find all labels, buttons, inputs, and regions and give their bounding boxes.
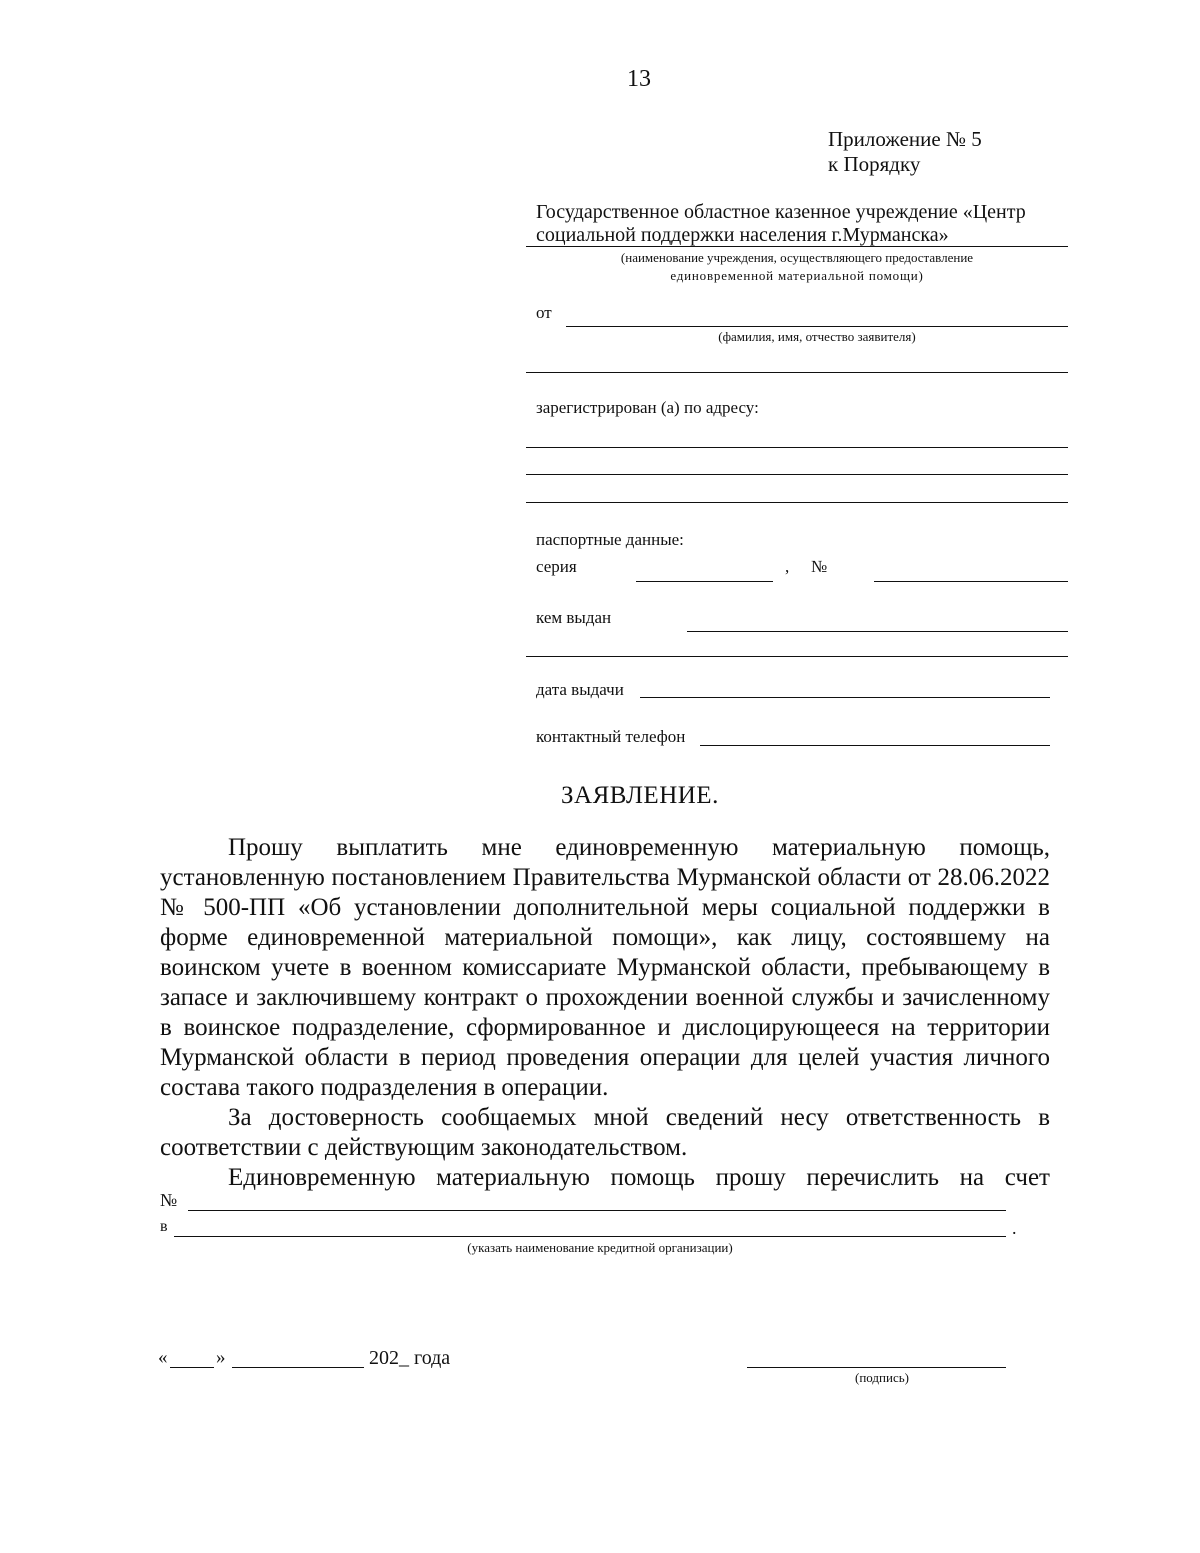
signature-field[interactable] bbox=[747, 1367, 1006, 1368]
statement-title: ЗАЯВЛЕНИЕ. bbox=[561, 782, 719, 809]
bank-label: в bbox=[160, 1218, 168, 1235]
statement-paragraph-2: За достоверность сообщаемых мной сведений несу ответственность в соответствии с действующим законодательством. bbox=[160, 1104, 1050, 1161]
address-field-1[interactable] bbox=[526, 447, 1068, 448]
account-number-field[interactable] bbox=[188, 1210, 1006, 1211]
signature-caption: (подпись) bbox=[855, 1370, 909, 1385]
address-field-2[interactable] bbox=[526, 474, 1068, 475]
passport-number-field[interactable] bbox=[874, 581, 1068, 582]
date-day-field[interactable] bbox=[170, 1367, 214, 1368]
date-quote-open: « bbox=[158, 1347, 168, 1368]
bank-caption: (указать наименование кредитной организации) bbox=[467, 1240, 733, 1255]
page-number: 13 bbox=[627, 66, 651, 92]
date-year-text: 202_ года bbox=[369, 1347, 451, 1369]
statement-paragraph-3: Единовременную материальную помощь прошу перечислить на счет bbox=[228, 1164, 1050, 1191]
institution-line-1: Государственное областное казенное учреждение «Центр bbox=[536, 201, 1026, 223]
address-label: зарегистрирован (а) по адресу: bbox=[536, 398, 759, 417]
issue-date-field[interactable] bbox=[640, 697, 1050, 698]
bank-end-dot: . bbox=[1012, 1218, 1017, 1238]
date-month-field[interactable] bbox=[232, 1367, 364, 1368]
institution-caption-1: (наименование учреждения, осуществляющего предоставление bbox=[620, 250, 974, 265]
issued-by-field-2[interactable] bbox=[526, 656, 1068, 657]
institution-underline bbox=[526, 246, 1068, 247]
series-comma: , bbox=[785, 557, 790, 576]
institution-line-2: социальной поддержки населения г.Мурманска» bbox=[536, 224, 949, 246]
date-quote-close: » bbox=[216, 1347, 226, 1368]
bank-field[interactable] bbox=[174, 1236, 1006, 1237]
applicant-name-caption: (фамилия, имя, отчество заявителя) bbox=[718, 329, 916, 344]
passport-label: паспортные данные: bbox=[536, 530, 684, 549]
passport-number-label: № bbox=[811, 557, 828, 576]
series-field[interactable] bbox=[636, 581, 773, 582]
applicant-name-field-2[interactable] bbox=[526, 372, 1068, 373]
phone-field[interactable] bbox=[700, 745, 1050, 746]
issue-date-label: дата выдачи bbox=[536, 680, 624, 699]
issued-by-label: кем выдан bbox=[536, 608, 612, 627]
account-number-label: № bbox=[160, 1190, 178, 1210]
appendix-line-2: к Порядку bbox=[828, 152, 921, 176]
institution-caption-2: единовременной материальной помощи) bbox=[670, 268, 924, 283]
from-label: от bbox=[536, 303, 552, 322]
address-field-3[interactable] bbox=[526, 502, 1068, 503]
appendix-line-1: Приложение № 5 bbox=[828, 127, 982, 151]
issued-by-field-1[interactable] bbox=[687, 631, 1068, 632]
phone-label: контактный телефон bbox=[536, 727, 686, 746]
series-label: серия bbox=[536, 557, 577, 576]
applicant-name-field[interactable] bbox=[566, 326, 1068, 327]
statement-paragraph-1: Прошу выплатить мне единовременную материальную помощь, установленную постановлением Правительства Мурманской области от 28.06.2022 № 500-ПП «Об установлении дополнительной меры социальной поддержки в форме единовременной материальной помощи», как лицу, состоявшему на воинском учете в военном комиссариате Мурманской области, пребывающему в запасе и заключившему контракт о прохождении военной службы и зачисленному в воинское подразделение, сформированное и дислоцирующееся на территории Мурманской области в период проведения операции для целей участия личного состава такого подразделения в операции. bbox=[160, 834, 1050, 1101]
